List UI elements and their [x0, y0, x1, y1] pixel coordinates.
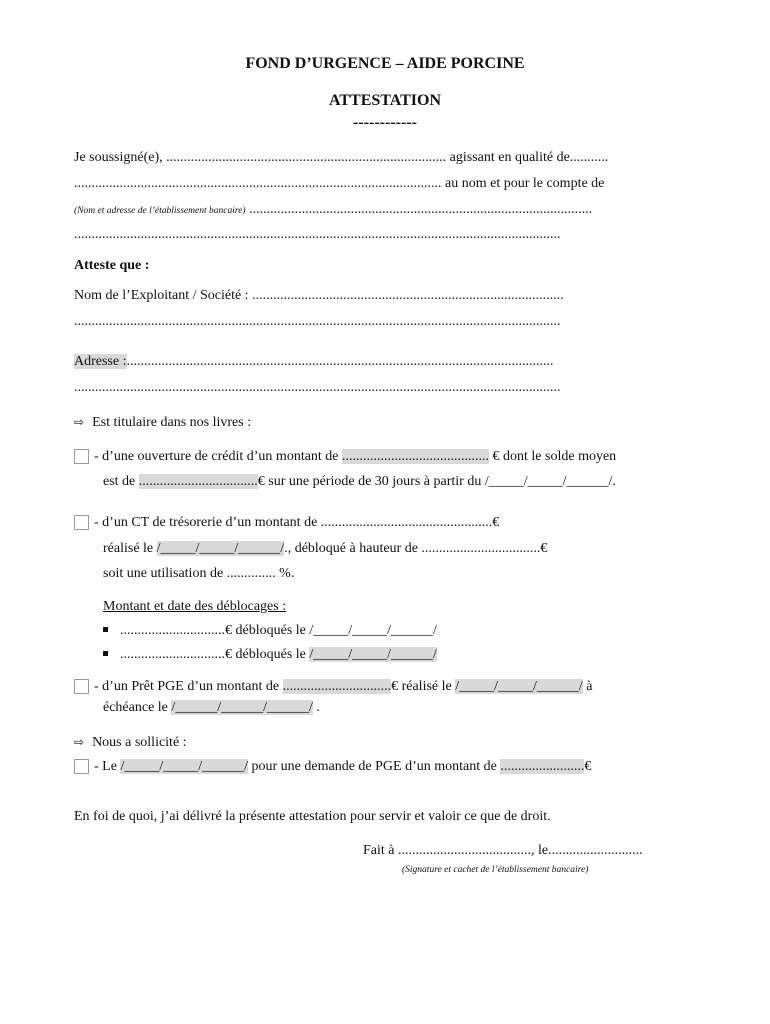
adresse-label: Adresse : — [74, 354, 127, 369]
ct-debloque-text: ., débloqué à hauteur de ..................................€ — [284, 541, 548, 556]
deblocage-1-amount[interactable]: ..............................€ débloqués le — [120, 623, 310, 638]
credit-solde-field[interactable]: .................................. — [138, 474, 258, 489]
credit-line-1 — [94, 448, 616, 465]
pge-echeance-post: . — [312, 700, 320, 715]
exploitant-field-cont[interactable]: ........................................................................................................................................... — [74, 314, 561, 329]
pge-text: - d’un Prêt PGE d’un montant de — [94, 679, 283, 694]
credit-text: - d’une ouverture de crédit d’un montant de — [94, 449, 343, 464]
sollicite-heading-line — [74, 734, 187, 751]
bullet-icon — [103, 651, 108, 656]
sollicite-date-field[interactable]: /_____/_____/______/ — [120, 759, 248, 774]
sollicite-euro: € — [584, 759, 592, 774]
pge-date-field[interactable]: /_____/_____/______/ — [455, 679, 583, 694]
document-title: FOND D’URGENCE – AIDE PORCINE — [245, 55, 525, 72]
intro-line-2: ......................................................................................................... au nom et pour le compte de — [74, 176, 605, 191]
credit-solde-label: est de — [103, 474, 139, 489]
deblocages-heading: Montant et date des déblocages : — [103, 599, 287, 614]
pge-realise-text: € réalisé le — [391, 679, 456, 694]
adresse-line — [74, 353, 554, 370]
exploitant-field[interactable]: Nom de l’Exploitant / Société : ......................................................................................... — [74, 288, 564, 303]
bank-name-note: (Nom et adresse de l’établissement bancaire) — [74, 206, 246, 216]
ct-line-3: soit une utilisation de .............. %. — [103, 566, 295, 581]
bank-name-field[interactable]: .................................................................................................. — [245, 202, 593, 217]
signature-note: (Signature et cachet de l’établissement bancaire) — [402, 865, 589, 875]
pge-a-text: à — [582, 679, 593, 694]
bullet-icon — [103, 627, 108, 632]
sollicite-amount-field[interactable]: ........................ — [500, 759, 585, 774]
ct-realise-label: réalisé le — [103, 541, 157, 556]
credit-text-post: € dont le solde moyen — [489, 449, 617, 464]
sollicite-text: pour une demande de PGE d’un montant de — [248, 759, 501, 774]
titulaire-heading-line — [74, 414, 251, 431]
ct-checkbox[interactable] — [74, 515, 89, 530]
ct-line-1: - d’un CT de trésorerie d’un montant de .................................................€ — [94, 515, 500, 530]
credit-period-text: € sur une période de 30 jours à partir du /_____/_____/______/. — [257, 474, 616, 489]
conclusion: En foi de quoi, j’ai délivré la présente attestation pour servir et valoir ce que de droit. — [74, 809, 551, 824]
ct-line-2 — [103, 540, 547, 557]
pge-amount-field[interactable]: ............................... — [282, 679, 392, 694]
intro-line-1: Je soussigné(e), ................................................................................ agissant en qualité de........... — [74, 150, 609, 165]
deblocage-item-2 — [103, 646, 437, 663]
pge-echeance-field[interactable]: /______/______/______/ — [171, 700, 313, 715]
deblocage-1-date[interactable]: /_____/_____/______/ — [309, 623, 437, 638]
pge-echeance-label: échéance le — [103, 700, 172, 715]
right-arrow-icon: ⇨ — [74, 415, 85, 429]
titulaire-heading: Est titulaire dans nos livres : — [92, 415, 252, 430]
deblocage-item-1 — [103, 622, 437, 639]
pge-line-1 — [94, 678, 593, 695]
intro-line-3 — [74, 201, 592, 220]
title-separator: ------------ — [353, 114, 417, 131]
adresse-field-cont[interactable]: ........................................................................................................................................... — [74, 380, 561, 395]
sollicite-line — [94, 758, 591, 775]
credit-amount-field[interactable]: .......................................... — [342, 449, 490, 464]
sollicite-le: - Le — [94, 759, 121, 774]
sollicite-checkbox[interactable] — [74, 759, 89, 774]
atteste-heading: Atteste que : — [74, 258, 150, 273]
pge-line-2 — [103, 699, 320, 716]
ct-date-field[interactable]: /_____/_____/______/ — [156, 541, 285, 556]
intro-line-4[interactable]: ........................................................................................................................................... — [74, 227, 561, 242]
right-arrow-icon: ⇨ — [74, 735, 85, 749]
credit-line-2 — [103, 473, 616, 490]
deblocage-2-date[interactable]: /_____/_____/______/ — [309, 647, 437, 662]
credit-checkbox[interactable] — [74, 449, 89, 464]
deblocage-2-amount[interactable]: ..............................€ débloqués le — [120, 647, 310, 662]
sollicite-heading: Nous a sollicité : — [92, 735, 187, 750]
pge-checkbox[interactable] — [74, 679, 89, 694]
document-subtitle: ATTESTATION — [328, 92, 442, 109]
adresse-field[interactable]: .......................................................................................................................... — [126, 354, 554, 369]
fait-a-line[interactable]: Fait à ......................................, le........................... — [363, 843, 643, 858]
